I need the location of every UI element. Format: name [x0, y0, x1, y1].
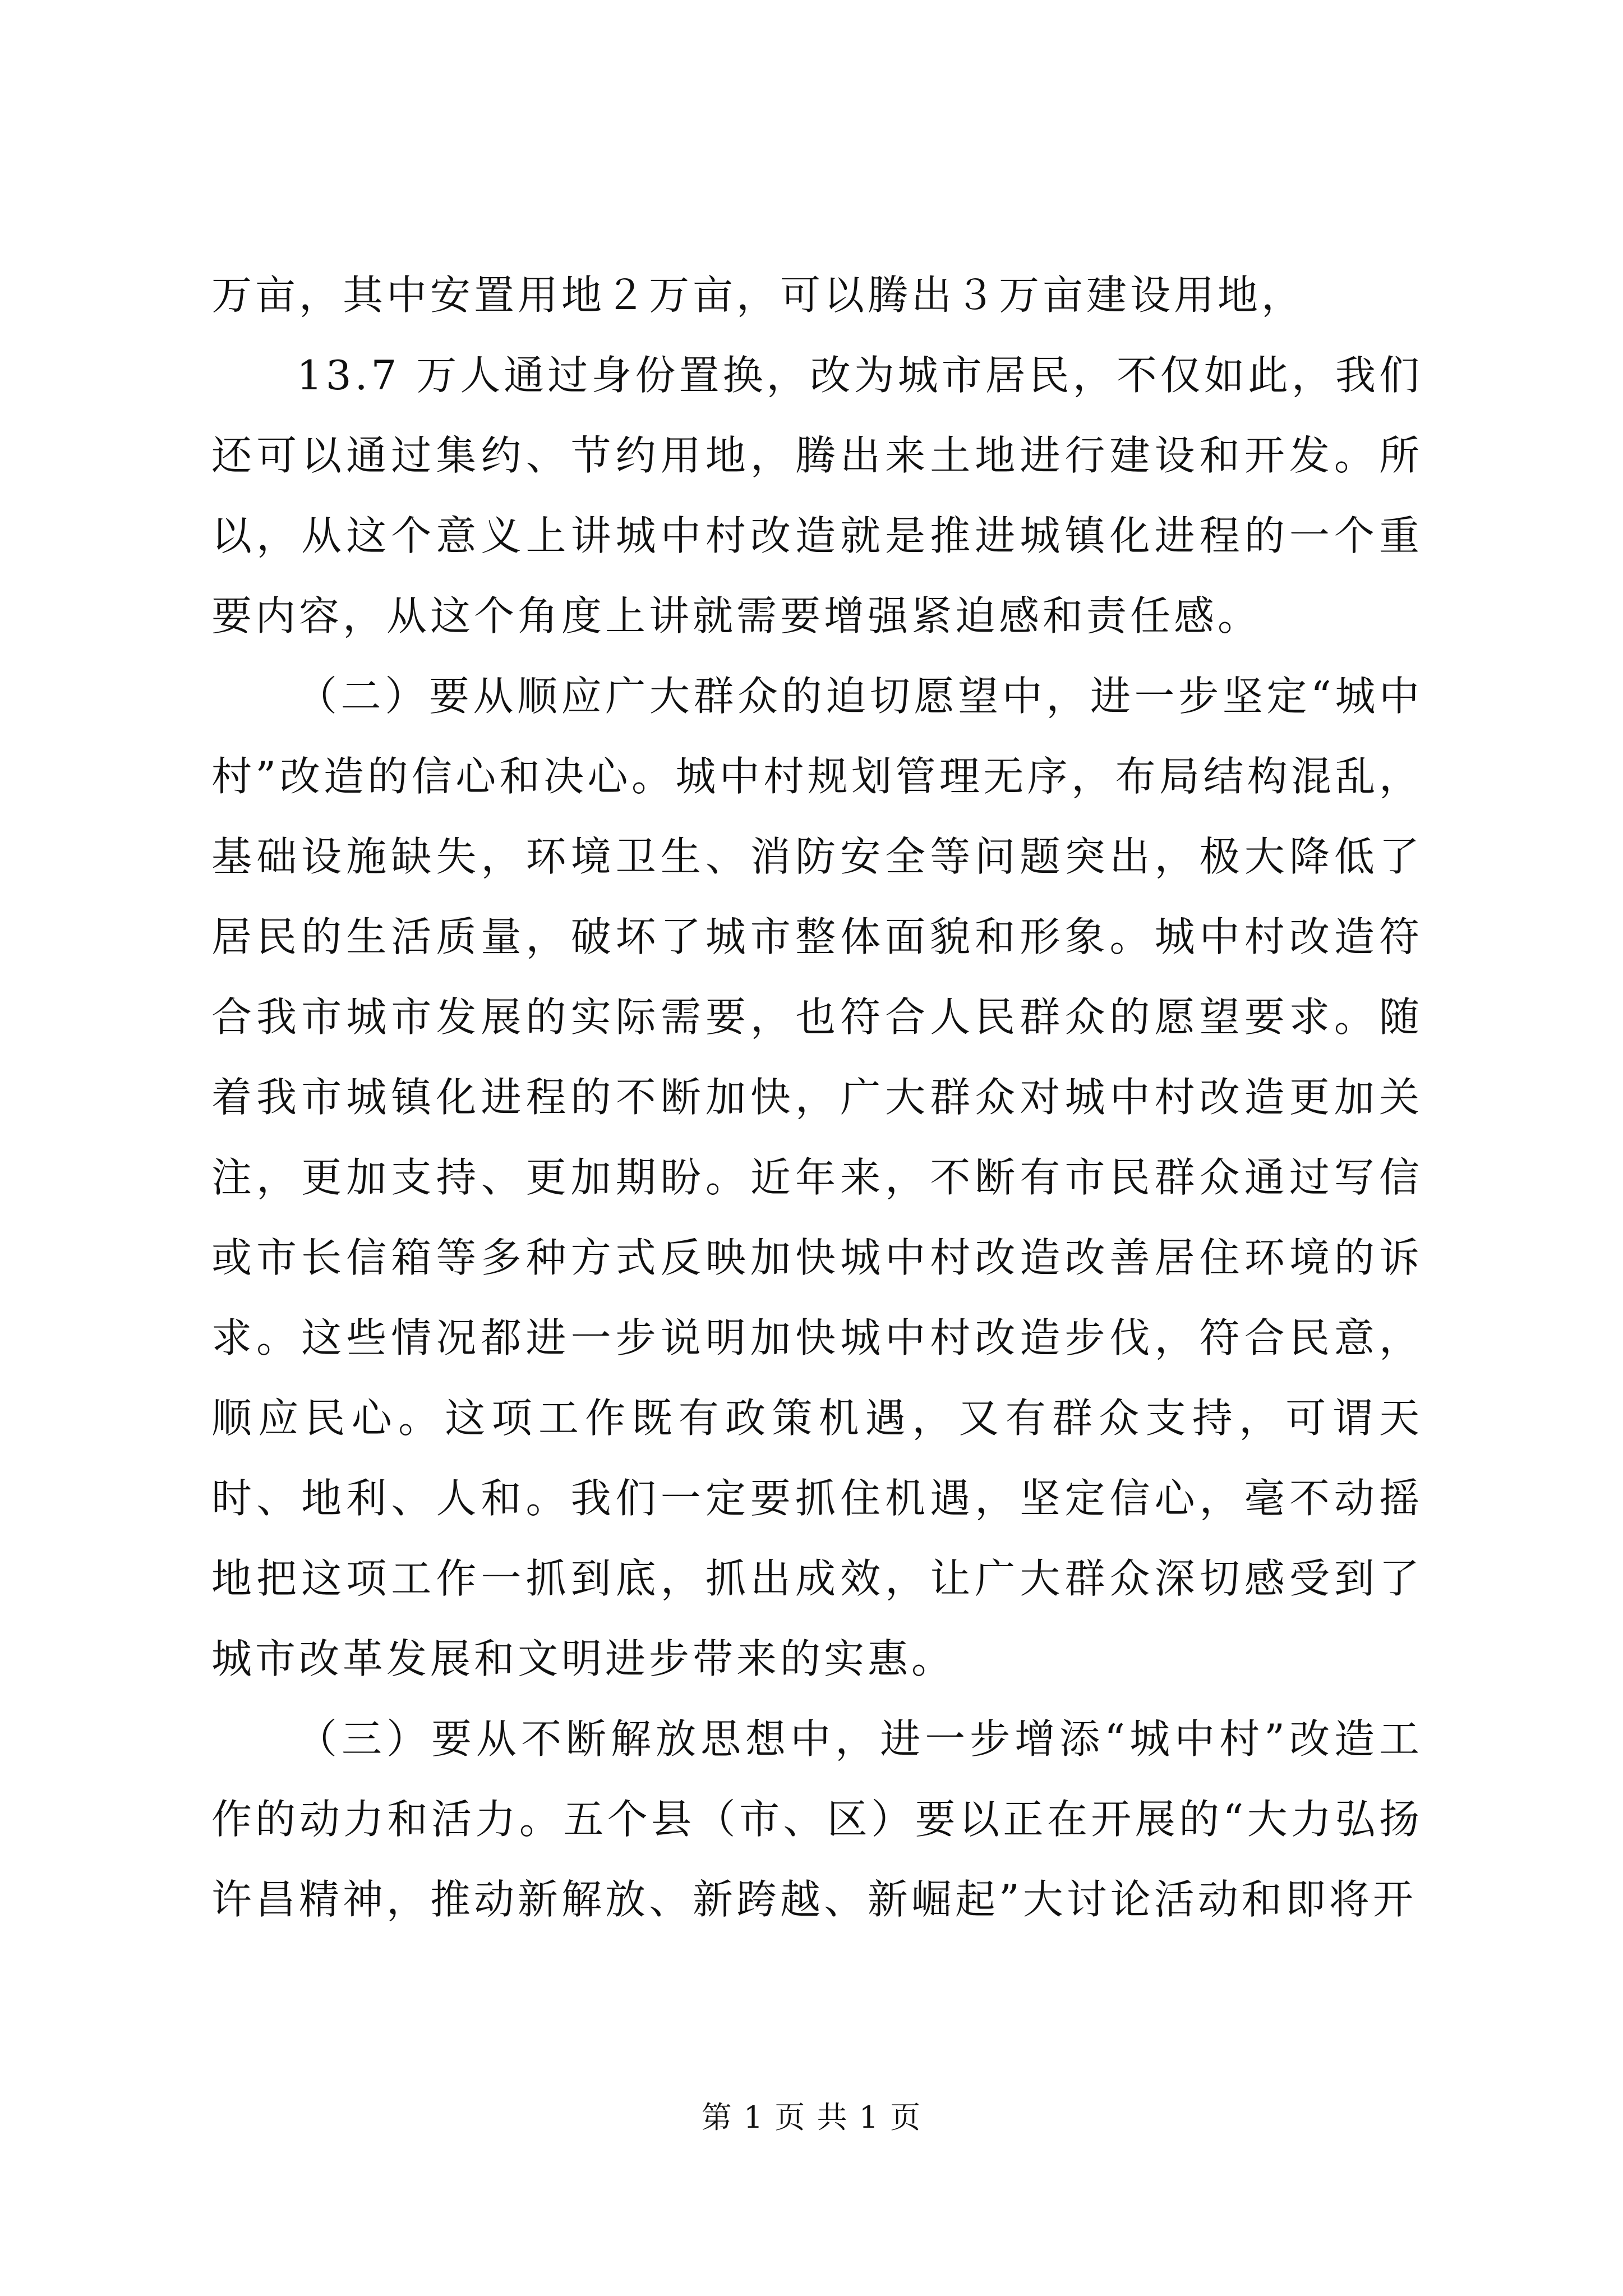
paragraph-3: （二）要从顺应广大群众的迫切愿望中，进一步坚定“城中村”改造的信心和决心。城中村规划管理无序，布局结构混乱，基础设施缺失，环境卫生、消防安全等问题突出，极大降低了居民的生活质量，破坏了城市整体面貌和形象。城中村改造符合我市城市发展的实际需要，也符合人民群众的愿望要求。随着我市城镇化进程的不断加快，广大群众对城中村改造更加关注，更加支持、更加期盼。近年来，不断有市民群众通过写信或市长信箱等多种方式反映加快城中村改造改善居住环境的诉求。这些情况都进一步说明加快城中村改造步伐，符合民意，顺应民心。这项工作既有政策机遇，又有群众支持，可谓天时、地利、人和。我们一定要抓住机遇，坚定信心，毫不动摇地把这项工作一抓到底，抓出成效，让广大群众深切感受到了城市改革发展和文明进步带来的实惠。 — [211, 673, 1423, 1682]
document-body — [211, 255, 1423, 1940]
paragraph-1: 万亩，其中安置用地２万亩，可以腾出３万亩建设用地， — [211, 272, 1306, 319]
paragraph-4: （三）要从不断解放思想中，进一步增添“城中村”改造工作的动力和活力。五个县（市、区）要以正在开展的“大力弘扬许昌精神，推动新解放、新跨越、新崛起”大讨论活动和即将开 — [211, 1715, 1423, 1923]
page-footer: 第 1 页 共 1 页 — [701, 2100, 922, 2135]
paragraph-2: 13.7 万人通过身份置换，改为城市居民，不仅如此，我们还可以通过集约、节约用地，腾出来土地进行建设和开发。所以，从这个意义上讲城中村改造就是推进城镇化进程的一个重要内容，从这个角度上讲就需要增强紧迫感和责任感。 — [211, 352, 1423, 639]
